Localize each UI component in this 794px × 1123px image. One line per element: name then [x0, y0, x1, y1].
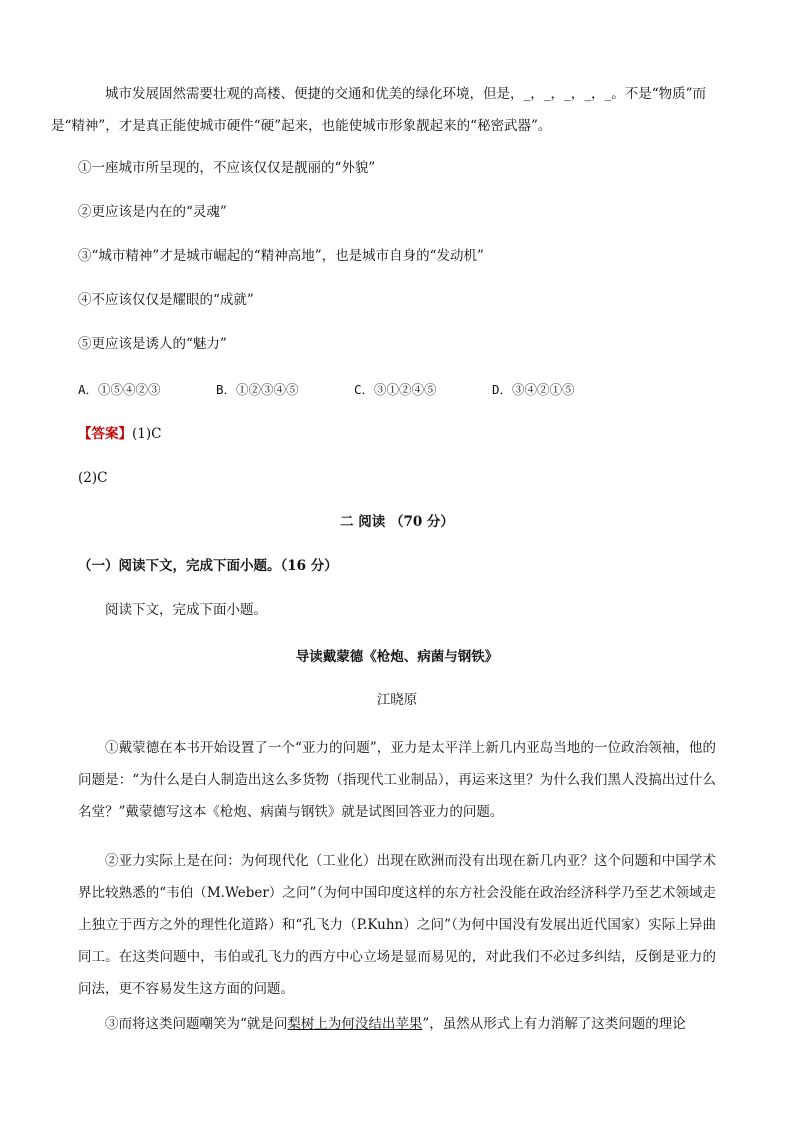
- answer-part-2: (2)C: [78, 470, 108, 486]
- article-paragraph-3: [105, 1014, 686, 1034]
- option-c: C．③①②④⑤: [354, 382, 437, 397]
- answer-part-1: (1)C: [132, 426, 162, 442]
- paragraph-3-end: ”，虽然从形式上有力消解了这类问题的理论: [422, 1016, 686, 1032]
- section-subtitle: （一）阅读下文，完成下面小题。（16 分）: [78, 558, 338, 574]
- option-d: D．③④②①⑤: [492, 382, 575, 397]
- article-author: 江晓原: [376, 692, 418, 708]
- sentence-item-4: ④不应该仅仅是耀眼的“成就”: [78, 292, 254, 308]
- answer-options: [78, 380, 630, 400]
- answer-line-1: [78, 424, 161, 444]
- article-paragraph-2: ②亚力实际上是在问：为何现代化（工业化）出现在欧洲而没有出现在新几内亚？这个问题和中国学术界比较熟悉的“韦伯（M.Weber）之问”（为何中国印度这样的东方社会没能在政治经济科学乃至艺术领域走上独立于西方之外的理性化道路）和“孔飞力（P.Kuhn）之问”（为何中国没有发展出近代国家）实际上异曲同工。在这类问题中，韦伯或孔飞力的西方中心立场是显而易见的，对此我们不必过多纠结，反倒是亚力的问法，更不容易发生这方面的问题。: [78, 853, 716, 997]
- question-stem-line-1: 城市发展固然需要壮观的高楼、便捷的交通和优美的绿化环境，但是，_，_，_，_，_。不是“物质”而: [105, 86, 707, 102]
- underlined-phrase: 梨树上为何没结出苹果: [287, 1016, 423, 1032]
- reading-instruction: 阅读下文，完成下面小题。: [105, 602, 267, 618]
- paragraph-3-start: ③而将这类问题嘲笑为“就是问: [105, 1016, 288, 1032]
- section-title: 二 阅读 （70 分）: [340, 514, 454, 530]
- sentence-item-3: ③“城市精神”才是城市崛起的“精神高地”，也是城市自身的“发动机”: [78, 248, 484, 264]
- question-stem: [51, 78, 716, 142]
- option-a: A．①⑤④②③: [78, 382, 161, 397]
- answer-label: 【答案】: [78, 426, 132, 442]
- option-b: B．①②③④⑤: [216, 382, 299, 397]
- sentence-item-5: ⑤更应该是诱人的“魅力”: [78, 336, 227, 352]
- sentence-item-1: ①一座城市所呈现的，不应该仅仅是靓丽的“外貌”: [78, 160, 376, 176]
- question-stem-line-2: 是“精神”，才是真正能使城市硬件“硬”起来，也能使城市形象靓起来的“秘密武器”。: [51, 118, 552, 134]
- article-paragraph-1: ①戴蒙德在本书开始设置了一个“亚力的问题”，亚力是太平洋上新几内亚岛当地的一位政治领袖，他的问题是：“为什么是白人制造出这么多货物（指现代工业制品），再运来这里？为什么我们黑人没搞出过什么名堂？”戴蒙德写这本《枪炮、病菌与钢铁》就是试图回答亚力的问题。: [78, 740, 716, 820]
- article-title: 导读戴蒙德《枪炮、病菌与钢铁》: [295, 649, 499, 665]
- sentence-item-2: ②更应该是内在的“灵魂”: [78, 204, 227, 220]
